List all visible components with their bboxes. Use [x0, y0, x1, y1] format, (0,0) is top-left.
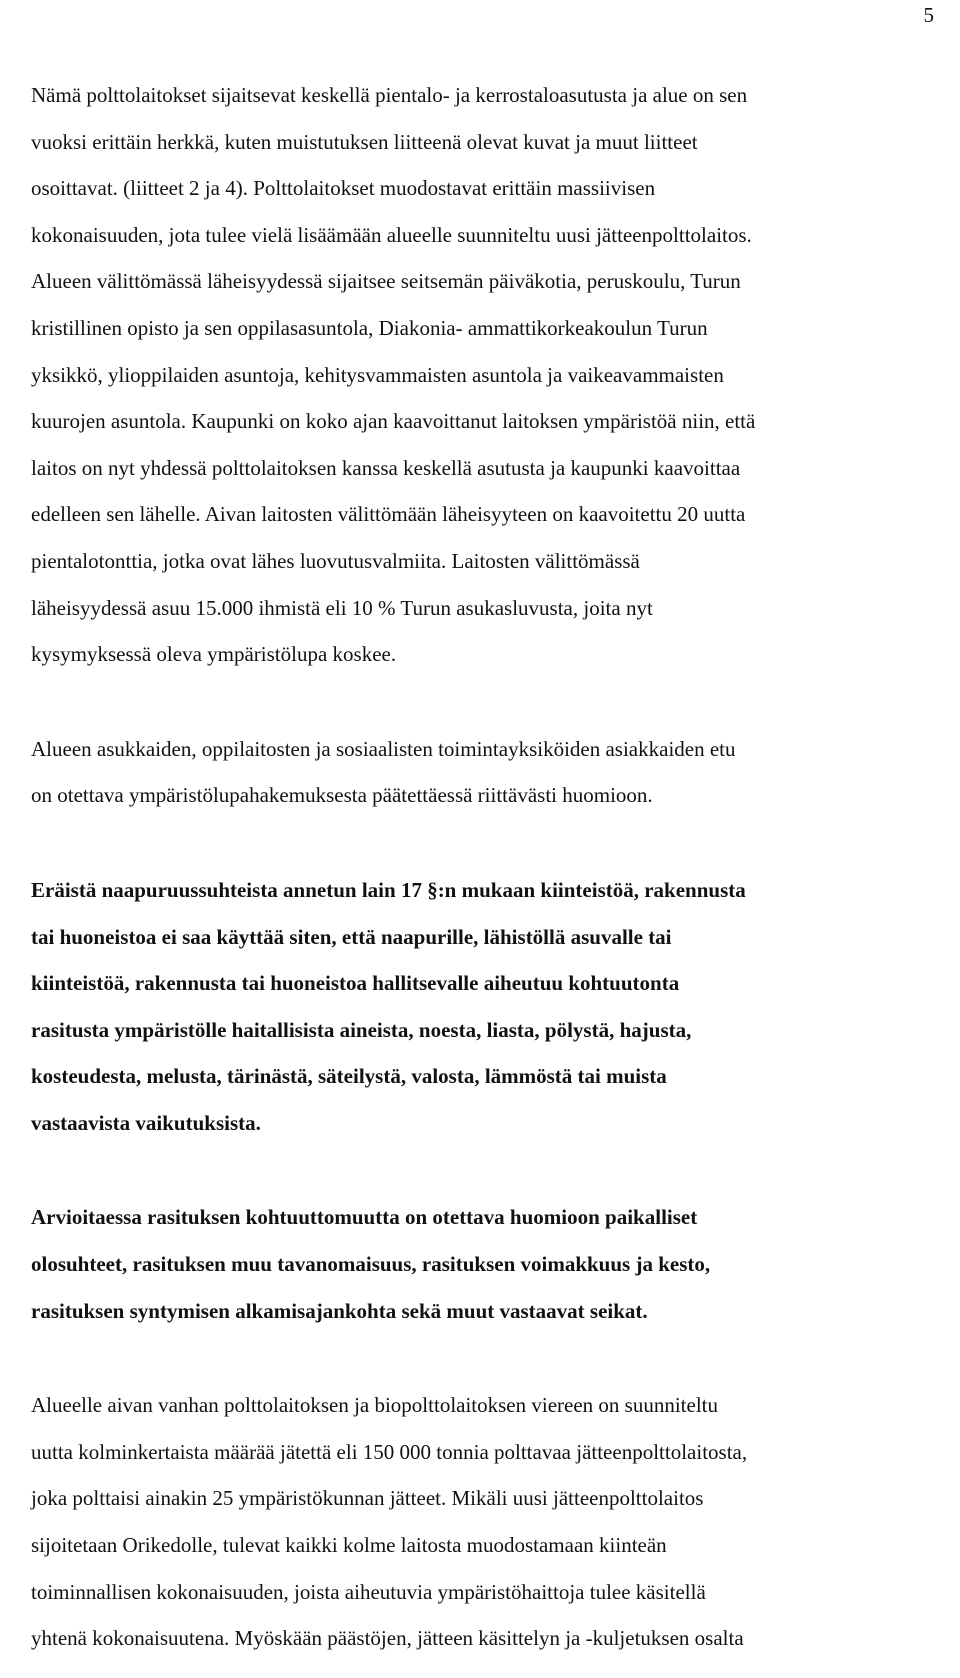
- text-line: läheisyydessä asuu 15.000 ihmistä eli 10 % Turun asukasluvusta, joita nyt: [31, 595, 653, 620]
- text-line: osoittavat. (liitteet 2 ja 4). Polttolaitokset muodostavat erittäin massiivisen: [31, 176, 656, 201]
- text-line: Eräistä naapuruussuhteista annetun lain 17 §:n mukaan kiinteistöä, rakennusta: [31, 877, 746, 902]
- text-line: joka polttaisi ainakin 25 ympäristökunnan jätteet. Mikäli uusi jätteenpolttolaitos: [31, 1486, 704, 1511]
- text-line: kuurojen asuntola. Kaupunki on koko ajan kaavoittanut laitoksen ympäristöä niin, että: [31, 409, 756, 434]
- document-body: [31, 72, 960, 1662]
- text-line: kysymyksessä oleva ympäristölupa koskee.: [31, 642, 397, 667]
- text-line: sijoitetaan Orikedolle, tulevat kaikki kolme laitosta muodostamaan kiinteän: [31, 1533, 667, 1558]
- text-line: olosuhteet, rasituksen muu tavanomaisuus, rasituksen voimakkuus ja kesto,: [31, 1252, 711, 1277]
- paragraph-new-plant: [31, 1382, 960, 1662]
- paragraph-assessment: [31, 1194, 960, 1334]
- text-line: rasituksen syntymisen alkamisajankohta sekä muut vastaavat seikat.: [31, 1298, 648, 1323]
- text-line: edelleen sen lähelle. Aivan laitosten välittömään läheisyyteen on kaavoitettu 20 uutta: [31, 502, 746, 527]
- text-line: yksikkö, ylioppilaiden asuntoja, kehitysvammaisten asuntola ja vaikeavammaisten: [31, 362, 724, 387]
- text-line: toiminnallisen kokonaisuuden, joista aiheutuvia ympäristöhaittoja tulee käsitellä: [31, 1579, 706, 1604]
- text-line: rasitusta ympäristölle haitallisista aineista, noesta, liasta, pölystä, hajusta,: [31, 1017, 692, 1042]
- page-number: 5: [923, 3, 934, 27]
- text-line: tai huoneistoa ei saa käyttää siten, että naapurille, lähistöllä asuvalle tai: [31, 924, 672, 949]
- paragraph-law-quote: [31, 867, 960, 1147]
- text-line: pientalotonttia, jotka ovat lähes luovutusvalmiita. Laitosten välittömässä: [31, 548, 640, 573]
- text-line: Alueelle aivan vanhan polttolaitoksen ja biopolttolaitoksen viereen on suunniteltu: [31, 1393, 719, 1418]
- text-line: Alueen asukkaiden, oppilaitosten ja sosiaalisten toimintayksiköiden asiakkaiden etu: [31, 736, 736, 761]
- text-line: Nämä polttolaitokset sijaitsevat keskellä pientalo- ja kerrostaloasutusta ja alue on sen: [31, 83, 748, 107]
- text-line: kristillinen opisto ja sen oppilasasuntola, Diakonia- ammattikorkeakoulun Turun: [31, 315, 708, 340]
- text-line: Arvioitaessa rasituksen kohtuuttomuutta on otettava huomioon paikalliset: [31, 1205, 698, 1230]
- text-line: uutta kolminkertaista määrää jätettä eli 150 000 tonnia polttavaa jätteenpolttolaitosta,: [31, 1439, 748, 1464]
- text-line: on otettava ympäristölupahakemuksesta päätettäessä riittävästi huomioon.: [31, 783, 653, 808]
- text-line: kiinteistöä, rakennusta tai huoneistoa hallitsevalle aiheutuu kohtuutonta: [31, 971, 680, 996]
- text-line: Alueen välittömässä läheisyydessä sijaitsee seitsemän päiväkotia, peruskoulu, Turun: [31, 269, 741, 294]
- text-line: vuoksi erittäin herkkä, kuten muistutuksen liitteenä olevat kuvat ja muut liitteet: [31, 129, 698, 154]
- paragraph-intro: [31, 72, 960, 678]
- text-line: kosteudesta, melusta, tärinästä, säteilystä, valosta, lämmöstä tai muista: [31, 1064, 667, 1089]
- text-line: vastaavista vaikutuksista.: [31, 1110, 261, 1135]
- text-line: laitos on nyt yhdessä polttolaitoksen kanssa keskellä asutusta ja kaupunki kaavoittaa: [31, 455, 741, 480]
- paragraph-residents: [31, 726, 960, 819]
- text-line: kokonaisuuden, jota tulee vielä lisäämään alueelle suunniteltu uusi jätteenpolttolaitos.: [31, 222, 752, 247]
- text-line: yhtenä kokonaisuutena. Myöskään päästöjen, jätteen käsittelyn ja -kuljetuksen osalta: [31, 1626, 744, 1651]
